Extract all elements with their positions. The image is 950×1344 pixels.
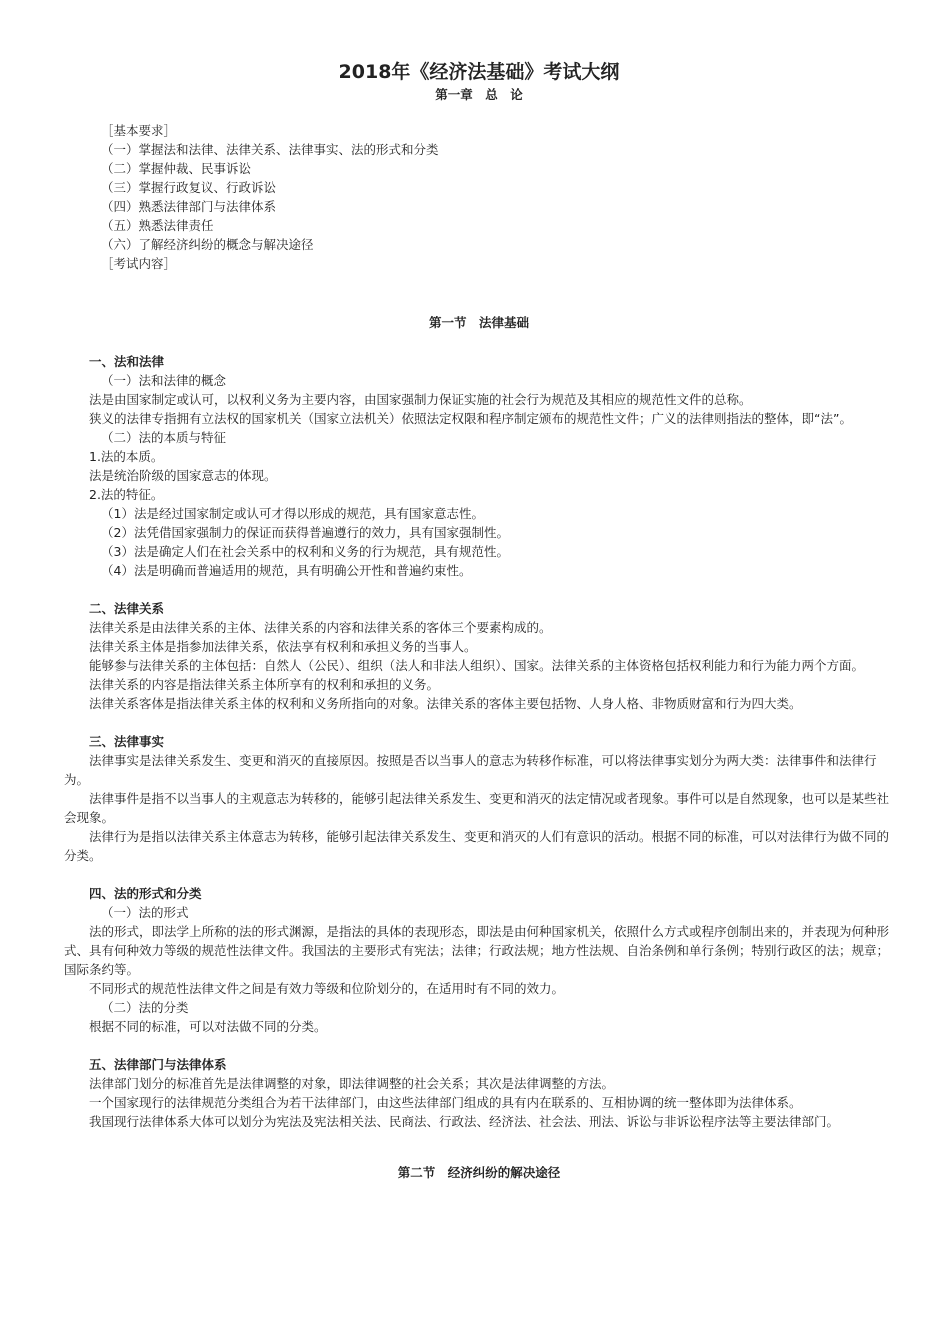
topic-legal-departments <box>64 1055 894 1131</box>
paragraph: 法律关系的内容是指法律关系主体所享有的权利和承担的义务。 <box>89 677 440 692</box>
requirement-item: （三）掌握行政复议、行政诉讼 <box>101 180 277 195</box>
paragraph: 法是由国家制定或认可，以权利义务为主要内容，由国家强制力保证实施的社会行为规范及其相应的规范性文件的总称。 <box>89 392 752 407</box>
subtopic-heading: （二）法的分类 <box>101 1000 189 1015</box>
topic-heading: 四、法的形式和分类 <box>89 886 202 901</box>
exam-content-heading: ［考试内容］ <box>101 256 177 271</box>
paragraph: 能够参与法律关系的主体包括：自然人（公民）、组织（法人和非法人组织）、国家。法律关系的主体资格包括权利能力和行为能力两个方面。 <box>89 658 865 673</box>
requirements-block <box>64 121 894 273</box>
paragraph: 法律部门划分的标准首先是法律调整的对象，即法律调整的社会关系；其次是法律调整的方法。 <box>89 1076 615 1091</box>
paragraph: 根据不同的标准，可以对法做不同的分类。 <box>89 1019 327 1034</box>
document-title: 2018年《经济法基础》考试大纲 <box>338 61 620 83</box>
topic-forms-and-classification <box>64 884 894 1036</box>
paragraph: 我国现行法律体系大体可以划分为宪法及宪法相关法、民商法、行政法、经济法、社会法、刑法、诉讼与非诉讼程序法等主要法律部门。 <box>89 1114 840 1129</box>
topic-heading: 三、法律事实 <box>89 734 165 749</box>
topic-heading: 五、法律部门与法律体系 <box>89 1057 227 1072</box>
paragraph: 法律关系是由法律关系的主体、法律关系的内容和法律关系的客体三个要素构成的。 <box>89 620 552 635</box>
section-title: 第一节 法律基础 <box>428 315 529 330</box>
requirement-item: （一）掌握法和法律、法律关系、法律事实、法的形式和分类 <box>101 142 439 157</box>
paragraph: 法是统治阶级的国家意志的体现。 <box>89 468 277 483</box>
feature-item: （4）法是明确而普遍适用的规范，具有明确公开性和普遍约束性。 <box>101 563 472 578</box>
topic-heading: 二、法律关系 <box>89 601 165 616</box>
paragraph: 不同形式的规范性法律文件之间是有效力等级和位阶划分的，在适用时有不同的效力。 <box>89 981 565 996</box>
requirement-item: （六）了解经济纠纷的概念与解决途径 <box>101 237 314 252</box>
paragraph: 1.法的本质。 <box>89 449 164 464</box>
chapter-title: 第一章 总 论 <box>435 87 523 102</box>
subtopic-heading: （二）法的本质与特征 <box>101 430 227 445</box>
topic-law-and-statute <box>64 352 894 580</box>
paragraph: 一个国家现行的法律规范分类组合为若干法律部门，由这些法律部门组成的具有内在联系的、互相协调的统一整体即为法律体系。 <box>89 1095 802 1110</box>
paragraph: 法律行为是指以法律关系主体意志为转移，能够引起法律关系发生、变更和消灭的人们有意识的活动。根据不同的标准，可以对法律行为做不同的分类。 <box>64 829 890 863</box>
paragraph: 法的形式，即法学上所称的法的形式渊源，是指法的具体的表现形态，即法是由何种国家机关，依照什么方式或程序创制出来的，并表现为何种形式、具有何种效力等级的规范性法律文件。我国法的主要形式有宪法；法律；行政法规；地方性法规、自治条例和单行条例；特别行政区的法；规章；国际条约等。 <box>64 924 890 977</box>
paragraph: 法律事实是法律关系发生、变更和消灭的直接原因。按照是否以当事人的意志为转移作标准，可以将法律事实划分为两大类：法律事件和法律行为。 <box>64 753 877 787</box>
feature-item: （2）法凭借国家强制力的保证而获得普遍遵行的效力，具有国家强制性。 <box>101 525 509 540</box>
feature-item: （1）法是经过国家制定或认可才得以形成的规范，具有国家意志性。 <box>101 506 484 521</box>
feature-item: （3）法是确定人们在社会关系中的权利和义务的行为规范，具有规范性。 <box>101 544 509 559</box>
paragraph: 狭义的法律专指拥有立法权的国家机关（国家立法机关）依照法定权限和程序制定颁布的规范性文件；广义的法律则指法的整体，即“法”。 <box>89 411 852 426</box>
document-page <box>64 58 894 1182</box>
subtopic-heading: （一）法和法律的概念 <box>101 373 227 388</box>
requirement-item: （五）熟悉法律责任 <box>101 218 214 233</box>
section-title: 第二节 经济纠纷的解决途径 <box>397 1165 561 1180</box>
paragraph: 2.法的特征。 <box>89 487 164 502</box>
requirement-item: （四）熟悉法律部门与法律体系 <box>101 199 277 214</box>
subtopic-heading: （一）法的形式 <box>101 905 189 920</box>
paragraph: 法律关系主体是指参加法律关系，依法享有权利和承担义务的当事人。 <box>89 639 477 654</box>
topic-heading: 一、法和法律 <box>89 354 165 369</box>
topic-legal-relationship <box>64 599 894 713</box>
paragraph: 法律关系客体是指法律关系主体的权利和义务所指向的对象。法律关系的客体主要包括物、人身人格、非物质财富和行为四大类。 <box>89 696 802 711</box>
paragraph: 法律事件是指不以当事人的主观意志为转移的，能够引起法律关系发生、变更和消灭的法定情况或者现象。事件可以是自然现象，也可以是某些社会现象。 <box>64 791 890 825</box>
topic-legal-facts <box>64 732 894 865</box>
requirement-item: （二）掌握仲裁、民事诉讼 <box>101 161 252 176</box>
requirements-heading: ［基本要求］ <box>101 123 177 138</box>
